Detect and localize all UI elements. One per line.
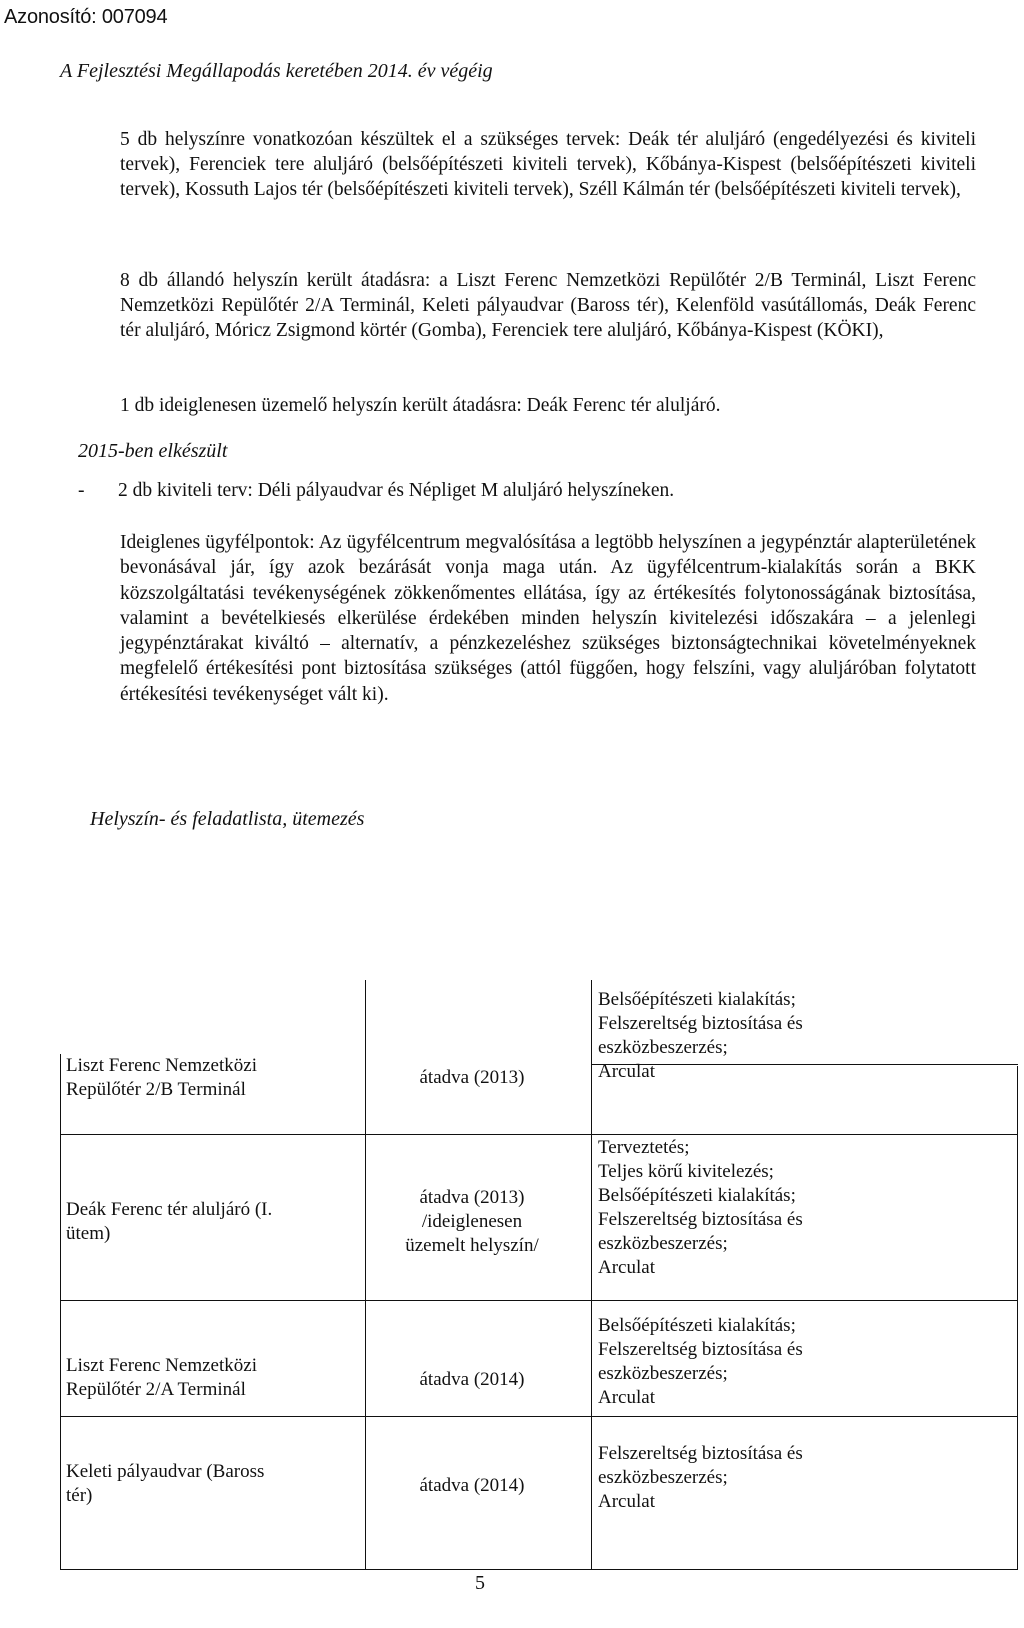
section-heading-schedule: Helyszín- és feladatlista, ütemezés <box>90 808 365 830</box>
cell-status: átadva (2013) /ideiglenesen üzemelt helyszín/ <box>405 1187 539 1256</box>
table-row-line-1 <box>60 1134 1018 1135</box>
section-heading-2015: 2015-ben elkészült <box>78 440 228 462</box>
schedule-table <box>60 989 1018 1628</box>
paragraph-plans: 5 db helyszínre vonatkozóan készültek el a szükséges tervek: Deák tér aluljáró (engedélyezési és kiviteli tervek), Ferenciek tere aluljáró (belsőépítészeti kiviteli tervek), Kőbánya-Kispest (belsőépítészeti kiviteli tervek), Kossuth Lajos tér (belsőépítészeti kiviteli tervek), Széll Kálmán tér (belsőépítészeti kiviteli tervek), <box>120 129 976 200</box>
table-border-left <box>60 1054 61 1570</box>
cell-status: átadva (2013) <box>419 1067 525 1088</box>
paragraph-permanent-sites: 8 db állandó helyszín került átadásra: a Liszt Ferenc Nemzetközi Repülőtér 2/B Terminál, Liszt Ferenc Nemzetközi Repülőtér 2/A Terminál, Keleti pályaudvar (Baross tér), Kelenföld vasútállomás, Deák Ferenc tér aluljáró, Móricz Zsigmond körtér (Gomba), Ferenciek tere aluljáró, Kőbánya-Kispest (KÖKI), <box>120 270 976 341</box>
paragraph-temporary-site: 1 db ideiglenesen üzemelő helyszín került átadásra: Deák Ferenc tér aluljáró. <box>120 395 721 416</box>
table-row-line-3 <box>60 1416 1018 1417</box>
cell-status: átadva (2014) <box>419 1475 525 1496</box>
table-col-divider-1 <box>365 980 366 1570</box>
table-border-right <box>1017 1066 1018 1570</box>
paragraph-temporary-points: Ideiglenes ügyfélpontok: Az ügyfélcentrum megvalósítása a legtöbb helyszínen a jegypénztár alapterületének bevonásával jár, így azok bezárását vonja maga után. Az ügyfélcentrum-kialakítás során a BKK közszolgáltatási tevékenységének zökkenőmentes ellátása, így az értékesítés folytonosságának biztosítása, valamint a bevételkiesés elkerülése érdekében minden helyszín kivitelezési időszakára – a jelenlegi jegypénztárakat kiváltó – alternatív, a pénzkezeléshez szükséges biztonságtechnikai követelményeknek megfelelő értékesítési pont biztosítása szükséges (attól függően, hogy felszíni, vagy aluljáróban folytatott értékesítési tevékenységet vált ki). <box>120 532 976 705</box>
cell-location: Keleti pályaudvar (Baross tér) <box>66 1461 265 1506</box>
cell-status: átadva (2014) <box>419 1369 525 1390</box>
section-heading-2014: A Fejlesztési Megállapodás keretében 2014. év végéig <box>60 60 493 82</box>
cell-tasks: Terveztetés; Teljes körű kivitelezés; Belsőépítészeti kialakítás; Felszereltség biztosítása és eszközbeszerzés; Arculat <box>598 1137 803 1278</box>
cell-tasks: Felszereltség biztosítása és eszközbeszerzés; Arculat <box>598 1443 803 1512</box>
document-id: Azonosító: 007094 <box>4 6 168 28</box>
bullet-dash: - <box>78 480 85 501</box>
cell-tasks: Belsőépítészeti kialakítás; Felszereltség biztosítása és eszközbeszerzés; Arculat <box>598 1315 803 1408</box>
page-number: 5 <box>475 1572 485 1594</box>
cell-location: Liszt Ferenc Nemzetközi Repülőtér 2/B Terminál <box>66 1055 257 1100</box>
table-bottom-line <box>60 1569 1018 1570</box>
cell-location: Deák Ferenc tér aluljáró (I. ütem) <box>66 1199 273 1244</box>
table-col-divider-2 <box>591 980 592 1570</box>
bullet-item <box>78 480 674 502</box>
table-row-line-2 <box>60 1300 1018 1301</box>
cell-tasks: Belsőépítészeti kialakítás; Felszereltség biztosítása és eszközbeszerzés; Arculat <box>598 989 803 1082</box>
bullet-text: 2 db kiviteli terv: Déli pályaudvar és Népliget M aluljáró helyszíneken. <box>118 480 675 501</box>
cell-location: Liszt Ferenc Nemzetközi Repülőtér 2/A Terminál <box>66 1355 257 1400</box>
